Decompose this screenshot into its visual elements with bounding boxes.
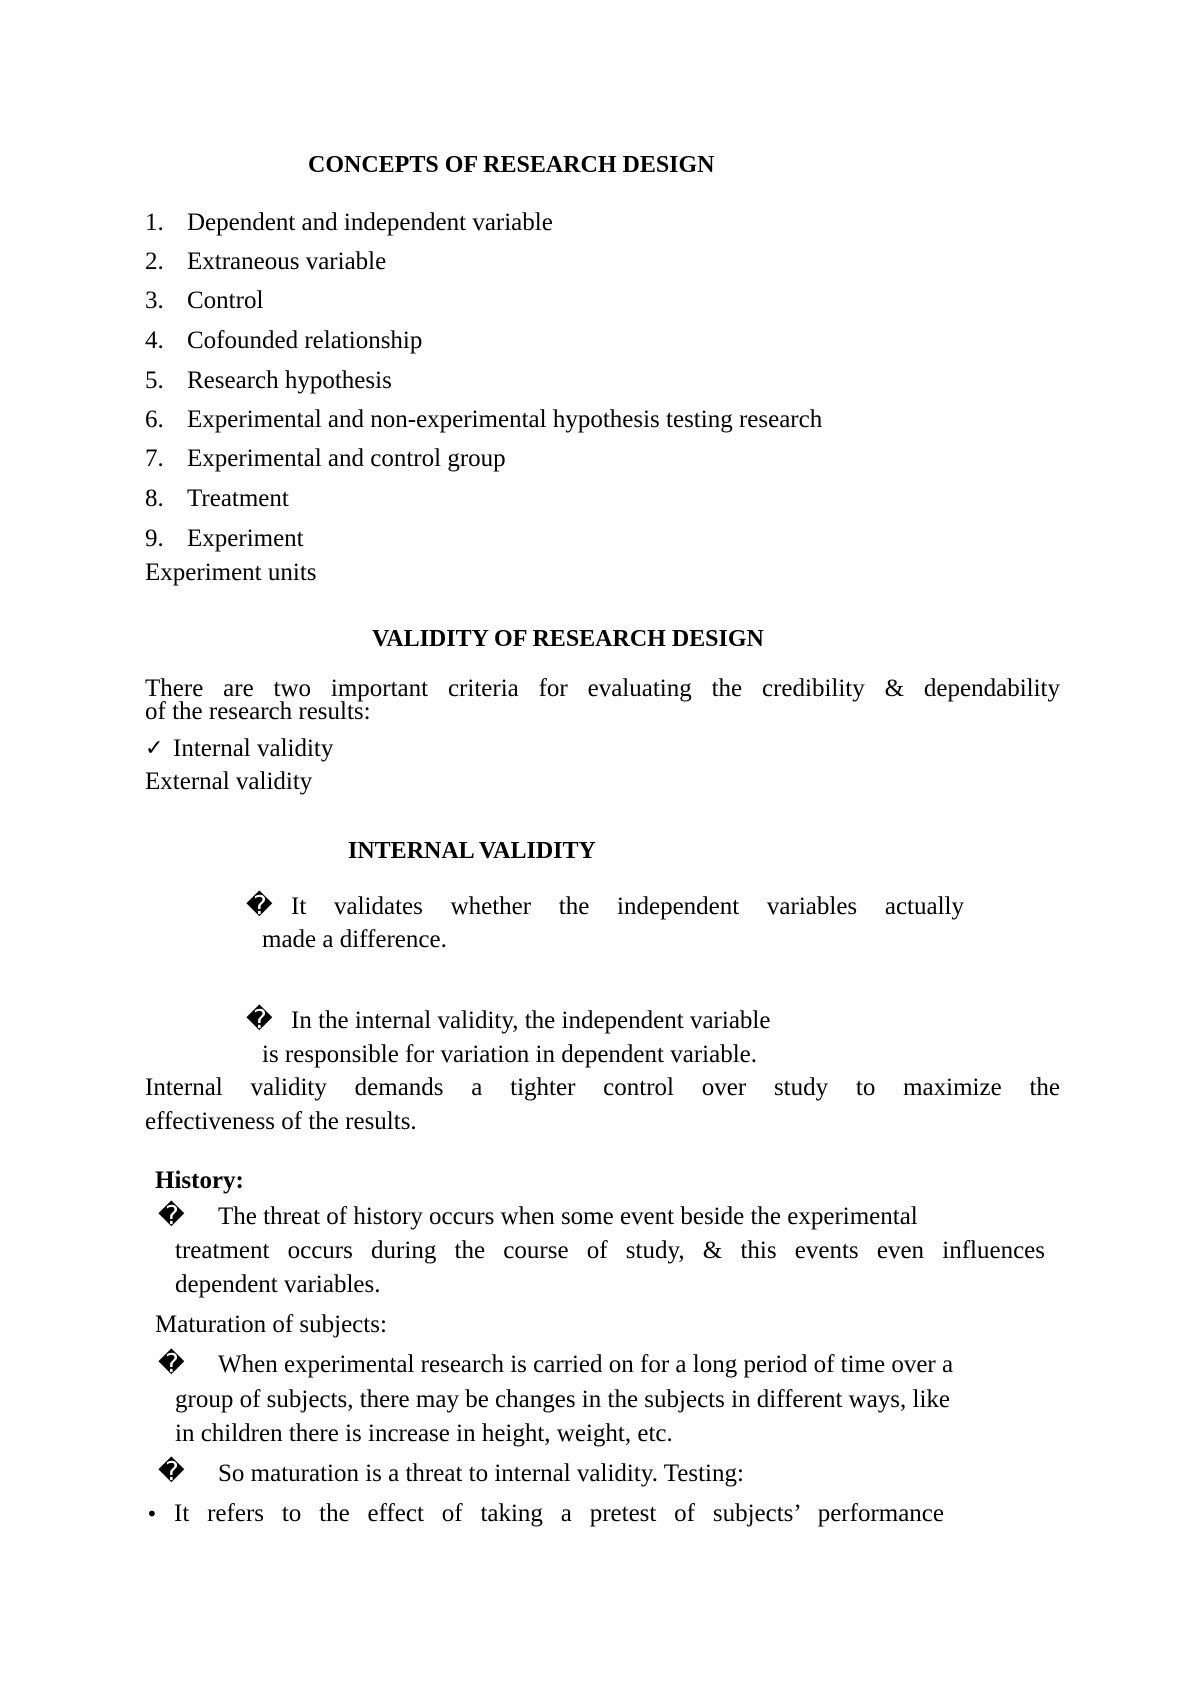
page-title: CONCEPTS OF RESEARCH DESIGN: [308, 152, 715, 178]
concepts-extra-line: Experiment units: [145, 559, 317, 586]
history-heading: History:: [155, 1167, 244, 1194]
external-validity-item: External validity: [145, 768, 313, 795]
validity-intro-line2: of the research results:: [145, 698, 371, 725]
bullet-dot-icon: •: [146, 1502, 158, 1526]
internal-bullet1-line2: made a difference.: [262, 926, 447, 953]
internal-validity-heading: INTERNAL VALIDITY: [348, 838, 596, 864]
internal-para-line1: Internal validity demands a tighter control over study to maximize the: [145, 1074, 1060, 1101]
validity-heading: VALIDITY OF RESEARCH DESIGN: [372, 626, 764, 652]
maturation-bullet1-line1: When experimental research is carried on for a long period of time over a: [218, 1351, 954, 1378]
internal-validity-item: Internal validity: [173, 735, 334, 762]
list-text: Experiment: [187, 525, 304, 552]
maturation-bullet2-line1: So maturation is a threat to internal validity. Testing:: [218, 1460, 744, 1487]
bullet-icon: �: [246, 1005, 273, 1035]
list-number: 4.: [145, 327, 164, 354]
list-text: Extraneous variable: [187, 248, 387, 275]
maturation-bullet1-line3: in children there is increase in height, weight, etc.: [175, 1420, 673, 1447]
internal-para-line2: effectiveness of the results.: [145, 1108, 417, 1135]
list-text: Experimental and control group: [187, 445, 506, 472]
bullet-icon: �: [158, 1201, 185, 1231]
list-number: 3.: [145, 287, 164, 314]
maturation-heading: Maturation of subjects:: [155, 1311, 387, 1338]
bullet-icon: �: [158, 1349, 185, 1379]
list-text: Treatment: [187, 485, 289, 512]
list-number: 8.: [145, 485, 164, 512]
internal-bullet1-line1: It validates whether the independent variables actually: [291, 893, 964, 920]
bullet-icon: �: [158, 1457, 185, 1487]
list-number: 9.: [145, 525, 164, 552]
internal-bullet2-line2: is responsible for variation in dependent variable.: [262, 1041, 757, 1068]
list-text: Research hypothesis: [187, 367, 392, 394]
list-text: Cofounded relationship: [187, 327, 423, 354]
history-bullet-line3: dependent variables.: [175, 1271, 381, 1298]
history-bullet-line2: treatment occurs during the course of study, & this events even influences: [175, 1237, 1045, 1264]
maturation-bullet1-line2: group of subjects, there may be changes in the subjects in different ways, like: [175, 1386, 951, 1413]
list-text: Experimental and non-experimental hypothesis testing research: [187, 406, 823, 433]
list-text: Dependent and independent variable: [187, 209, 553, 236]
internal-bullet2-line1: In the internal validity, the independent variable: [291, 1007, 771, 1034]
list-number: 6.: [145, 406, 164, 433]
list-number: 1.: [145, 209, 164, 236]
list-number: 7.: [145, 445, 164, 472]
checkmark-icon: ✓: [145, 736, 164, 761]
list-number: 5.: [145, 367, 164, 394]
history-bullet-line1: The threat of history occurs when some event beside the experimental: [218, 1203, 918, 1230]
list-number: 2.: [145, 248, 164, 275]
testing-line1: It refers to the effect of taking a pretest of subjects’ performance: [174, 1500, 944, 1527]
validity-intro-line1: There are two important criteria for evaluating the credibility & dependability: [145, 675, 1060, 702]
bullet-icon: �: [246, 891, 273, 921]
list-text: Control: [187, 287, 264, 314]
